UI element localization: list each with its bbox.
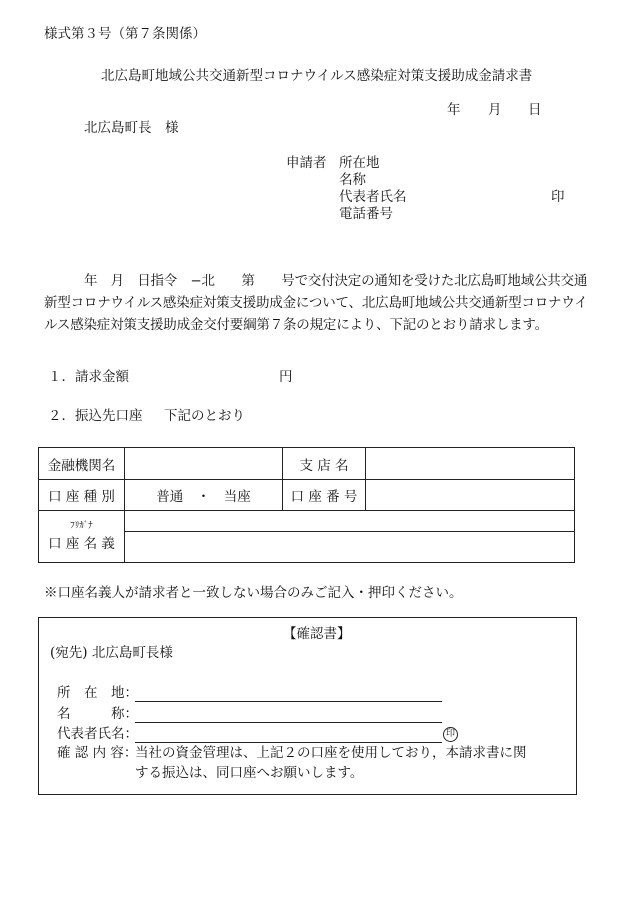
institution-field	[125, 448, 283, 480]
account-type-options: 普通 ・ 当座	[125, 480, 283, 511]
furigana-label: ﾌﾘｶﾞﾅ	[70, 521, 93, 531]
address-underline	[135, 701, 442, 702]
amount-unit: 円	[279, 369, 293, 385]
table-row	[39, 448, 575, 480]
holder-field	[125, 532, 575, 563]
rep-underline	[135, 742, 442, 743]
holder-note: ※口座名義人が請求者と一致しない場合のみご記入・押印ください。	[44, 585, 463, 601]
account-number-label: 口 座 番 号	[283, 480, 366, 511]
applicant-seal: 印	[551, 189, 565, 205]
branch-field	[366, 448, 575, 480]
account-type-label: 口 座 種 別	[39, 480, 125, 511]
date-month: 月	[488, 102, 502, 118]
confirm-name-label: 名 称：	[57, 706, 138, 722]
applicant-rep-label: 代表者氏名	[339, 189, 407, 205]
account-label: ２．振込先口座	[48, 408, 143, 424]
applicant-address-label: 所在地	[339, 155, 380, 171]
table-row	[39, 511, 575, 532]
account-note: 下記のとおり	[164, 408, 245, 424]
addressee: 北広島町長 様	[84, 120, 179, 136]
amount-label: １．請求金額	[48, 369, 129, 385]
holder-label-cell	[39, 511, 125, 563]
name-underline	[135, 722, 442, 723]
branch-label: 支 店 名	[283, 448, 366, 480]
confirmation-box	[38, 617, 577, 795]
table-row	[39, 480, 575, 511]
institution-label: 金融機関名	[39, 448, 125, 480]
date-day: 日	[528, 102, 542, 118]
applicant-phone-label: 電話番号	[339, 206, 393, 222]
seal-mark: 印	[443, 727, 458, 742]
form-number: 様式第３号（第７条関係）	[44, 26, 206, 42]
confirm-content-label: 確 認 内 容：	[57, 745, 138, 761]
bank-account-table	[38, 447, 575, 563]
applicant-name-label: 名称	[339, 172, 366, 188]
body-paragraph: 年 月 日指令 −北 第 号で交付決定の通知を受けた北広島町地域公共交通新型コロナウイルス感染症対策支援助成金について、北広島町地域公共交通新型コロナウイルス感染症対策支援助成金交付要綱第７条の規定により、下記のとおり請求します。	[44, 273, 588, 333]
account-number-field	[366, 480, 575, 511]
furigana-field	[125, 511, 575, 532]
confirmation-heading: 【確認書】	[283, 626, 351, 642]
confirm-address-label: 所 在 地：	[57, 685, 138, 701]
page-title: 北広島町地域公共交通新型コロナウイルス感染症対策支援助成金請求書	[101, 68, 533, 84]
holder-label: 口 座 名 義	[48, 536, 115, 552]
confirm-rep-label: 代表者氏名：	[57, 726, 138, 742]
confirm-content-line1: 当社の資金管理は、上記２の口座を使用しており，本請求書に関	[135, 745, 527, 761]
confirmation-to: (宛先) 北広島町長様	[50, 645, 173, 661]
applicant-label: 申請者	[286, 155, 327, 171]
confirm-content-line2: する振込は、同口座へお願いします。	[135, 765, 364, 781]
date-year: 年	[447, 102, 461, 118]
